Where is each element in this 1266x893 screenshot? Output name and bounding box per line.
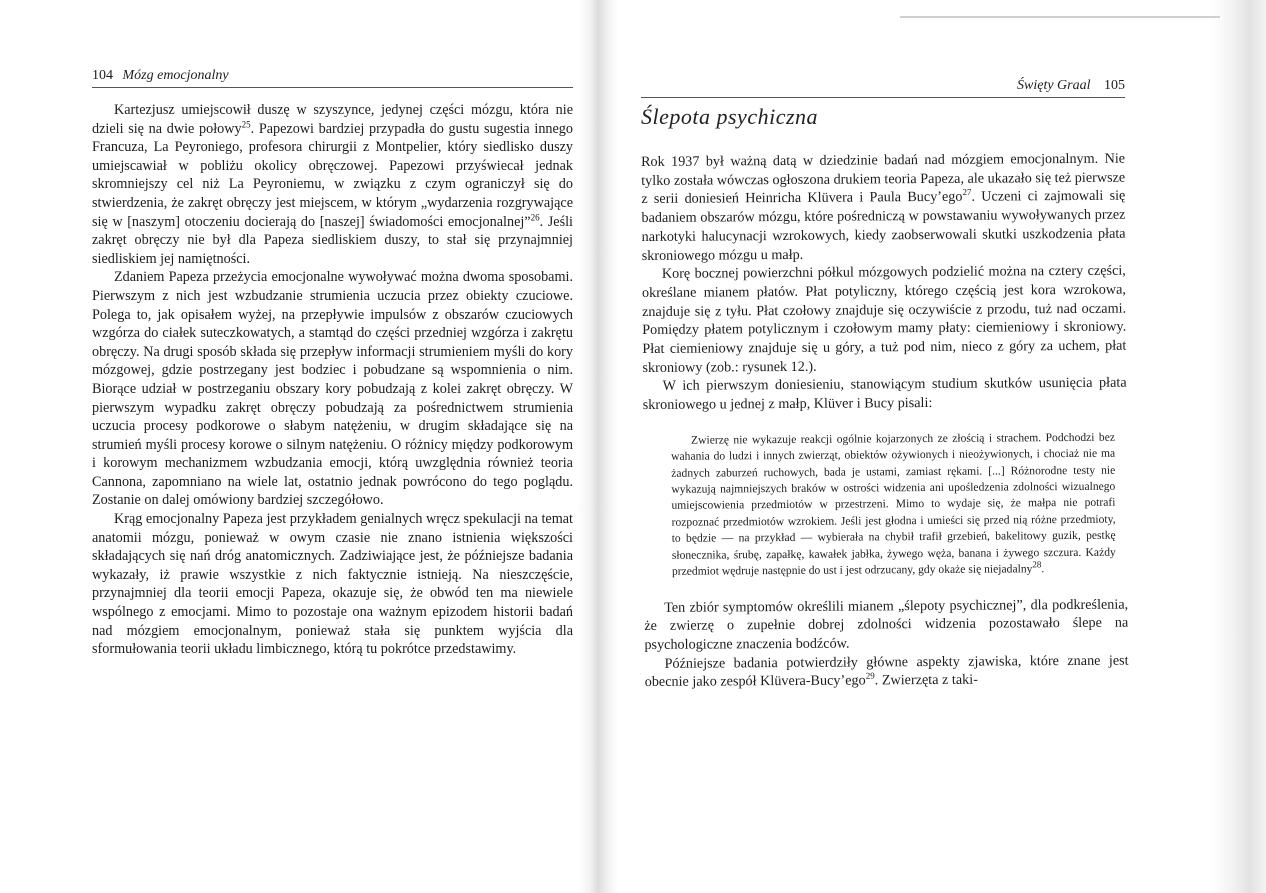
paragraph: Kartezjusz umiejscowił duszę w szyszynce, jedynej części mózgu, która nie dzieli się na dwie połowy$^{25}$. Papezowi bardziej przypadła do gustu sugestia innego Francuza, La Peyroniego, profesora chirurgii z Montpelier, który siedlisko duszy umiejscawiał w pobliżu okolicy obręczowej. Papezowi przyświecał jednak skromniejszy cel niż La Peyroniemu, w związku z czym ograniczył się do stwierdzenia, że zakręt obręczy jest miejscem, w którym „wydarzenia rozgrywające się w [naszym] otoczeniu docierają do [naszej] świadomości emocjonalnej”$^{26}$. Jeśli zakręt obręczy nie był dla Papeza siedliskiem duszy, to stał się przynajmniej siedliskiem jej namiętności. xyxy=(92,102,573,267)
paragraph: W ich pierwszym doniesieniu, stanowiącym studium skutków usunięcia płata skroniowego u jednej z małp, Klüver i Bucy pisali: xyxy=(642,375,1127,414)
footnote-ref: 25 xyxy=(241,118,251,129)
paragraph: Ten zbiór symptomów określili mianem „ślepoty psychicznej”, dla podkreślenia, że zwierzę o zupełnie dobrej zdolności widzenia pozostawało ślepe na psychologiczne znaczenia bodźców. xyxy=(644,596,1129,653)
right-page xyxy=(612,0,1266,893)
block-quote: Zwierzę nie wykazuje reakcji ogólnie kojarzonych ze złością i strachem. Podchodzi bez wahania do ludzi i innych zwierząt, obiektów ożywionych i nieożywionych, i chociaż nie ma żadnych zaburzeń ruchowych, bada je ustami, zamiast rękami. [...] Różnorodne testy nie wykazują najmniejszych braków w ostrości widzenia ani upośledzenia zdolności wizualnego umiejscowienia przedmiotów w przestrzeni. Mimo to wydaje się, że małpa nie potrafi rozpoznać przedmiotów wzrokiem. Jeśli jest głodna i umieści się przed nią różne przedmioty, to będzie — na przykład — wybierała na chybił trafił grzebień, bakelitowy guzik, pestkę słonecznika, śrubę, zapałkę, kawałek jabłka, żywego węża, banana i żywego szczura. Każdy przedmiot wędruje następnie do ust i jest odrzucany, gdy okaże się niejadalny$^{28}$. xyxy=(671,430,1116,578)
footnote-ref: 26 xyxy=(530,211,540,222)
paragraph: Późniejsze badania potwierdziły główne aspekty zjawiska, które znane jest obecnie jako zespół Klüvera-Bucy’ego$^{29}$. Zwierzęta z taki- xyxy=(644,652,1129,691)
left-page xyxy=(0,0,590,893)
right-page-number: 105 xyxy=(1104,78,1125,93)
footnote-ref: 27 xyxy=(962,187,972,198)
left-page-body xyxy=(92,101,573,659)
footnote-ref: 29 xyxy=(865,670,875,682)
left-running-title: Mózg emocjonalny xyxy=(122,68,229,83)
paragraph: Krąg emocjonalny Papeza jest przykładem genialnych wręcz spekulacji na temat anatomii mózgu, ponieważ w owym czasie nie znano istnienia większości składających się nań dróg anatomicznych. Zadziwiające jest, że późniejsze badania wykazały, iż prawie wszystkie z nich faktycznie istnieją. Na nieszczęście, przynajmniej dla teorii emocji Papeza, okazuje się, że obwód ten ma niewiele wspólnego z emocjami. Mimo to pozostaje ona ważnym epizodem historii badań nad mózgiem emocjonalnym, ponieważ stała się punktem wyjścia dla sformułowania teorii układu limbicznego, którą tu pokrótce przedstawimy. xyxy=(92,511,573,658)
paragraph: Rok 1937 był ważną datą w dziedzinie badań nad mózgiem emocjonalnym. Nie tylko została wówczas ogłoszona drukiem teoria Papeza, ale ukazało się też pierwsze z serii doniesień Heinricha Klüvera i Paula Bucy’ego$^{27}$. Uczeni ci zajmowali się badaniem obszarów mózgu, które pośredniczą w powstawaniu wywoływanych przez narkotyki halucynacji wzrokowych, kiedy zaobserwowali skutki uszkodzenia płata skroniowego mózgu u małp. xyxy=(641,150,1126,264)
left-page-header xyxy=(92,68,573,88)
right-page-header xyxy=(641,78,1125,98)
paragraph: Korę bocznej powierzchni półkul mózgowych podzielić można na cztery części, określane mianem płatów. Płat potyliczny, którego częścią jest kora wzrokowa, znajduje się z tyłu. Płat czołowy znajduje się oczywiście z przodu, tuż nad oczami. Pomiędzy płatem potylicznym i czołowym mamy płaty: ciemieniowy i skroniowy. Płat ciemieniowy znajduje się u góry, a tuż pod nim, nieco z góry za uchem, płat skroniowy (zob.: rysunek 12.). xyxy=(641,262,1127,376)
paragraph: Zdaniem Papeza przeżycia emocjonalne wywoływać można dwoma sposobami. Pierwszym z nich jest wzbudzanie strumienia uczucia przez obiekty czuciowe. Polega to, jak opisałem wyżej, na przepływie impulsów z obszarów czuciowych wzgórza do ciałek suteczkowatych, a stamtąd do części przedniej wzgórza i zakrętu obręczy. Na drugi sposób składa się przepływ informacji strumieniem myśli do kory mózgowej, gdzie postrzegany jest bodziec i pobudzane są wspomnienia o nim. Biorące udział w postrzeganiu obszary kory pobudzają z kolei zakręt obręczy. W pierwszym wypadku zakręt obręczy pobudzają za pośrednictwem strumienia uczucia procesy podkorowe o słabym natężeniu, w drugim składające się na strumień myśli procesy korowe o silnym natężeniu. O różnicy między podkorowym i korowym mechanizmem wzbudzania emocji, którą uwzględnia również teoria Cannona, zapomniano na wiele lat, ostatnio jednak powrócono do tego poglądu. Zostanie on dalej omówiony bardziej szczegółowo. xyxy=(92,269,573,509)
left-page-number: 104 xyxy=(92,68,113,83)
right-running-title: Święty Graal xyxy=(1017,78,1091,93)
right-page-body xyxy=(641,150,1129,692)
chapter-title: Ślepota psychiczna xyxy=(641,104,819,129)
footnote-ref: 28 xyxy=(1032,559,1042,570)
